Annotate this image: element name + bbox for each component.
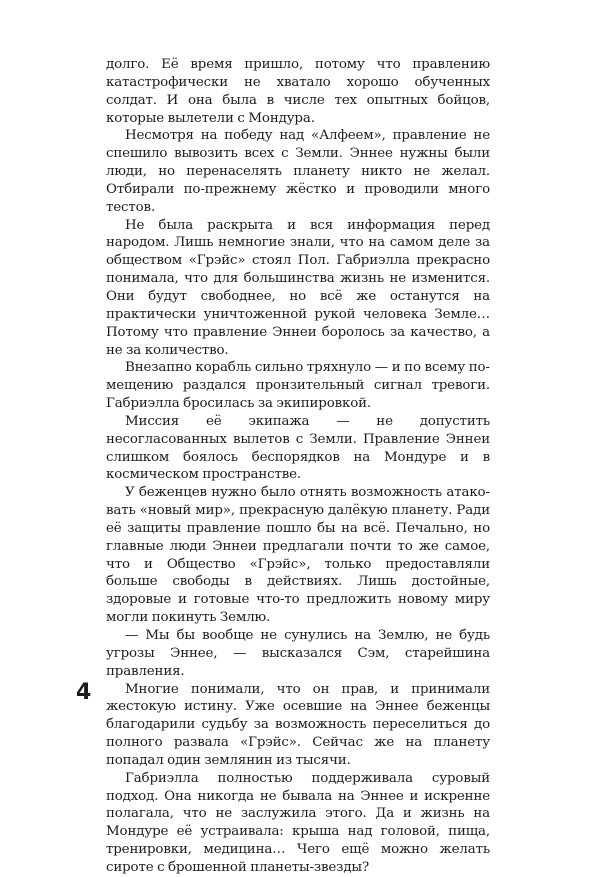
paragraph-5: Миссия её экипажа — не допустить несогласованных вылетов с Земли. Правление Эннеи слишком боялось беспорядков на Мондуре и в космическом пространстве. <box>106 413 490 483</box>
book-page-text <box>106 56 490 877</box>
paragraph-2: Несмотря на победу над «Алфеем», правление не спешило вывозить всех с Земли. Эннее нужны были люди, но перенаселять планету никто не желал. Отбирали по-прежнему жёстко и проводили много тестов. <box>106 128 490 215</box>
paragraph-9: Габриэлла полностью поддерживала суровый подход. Она никогда не бывала на Эннее и искренне полагала, что не заслужила этого. Да и жизнь на Мондуре её устраивала: крыша над головой, пища, тренировки, медицина… Чего ещё можно желать сироте с брошенной планеты-звезды? <box>106 770 490 875</box>
paragraph-3: Не была раскрыта и вся информация перед народом. Лишь немногие знали, что на самом деле за обществом «Грэйс» стоял Пол. Габриэлла прекрасно понимала, что для большинства жизнь не изменится. Они будут свободнее, но всё же останутся на практически уничтоженной рукой человека Земле… Потому что правление Эннеи боролось за качество, а не за количество. <box>106 217 490 358</box>
page-number: 4 <box>76 680 92 705</box>
paragraph-1: долго. Её время пришло, потому что правлению катастрофически не хватало хорошо обученных солдат. И она была в числе тех опытных бойцов, которые вылетели с Мондура. <box>106 57 490 126</box>
paragraph-7: — Мы бы вообще не сунулись на Землю, не будь угрозы Эннее, — высказался Сэм, старейшина правления. <box>106 628 490 679</box>
paragraph-4: Внезапно корабль сильно тряхнуло — и по всему помещению раздался пронзительный сигнал тревоги. Габриэлла бросилась за экипировкой. <box>106 360 490 412</box>
paragraph-6: У беженцев нужно было отнять возможность атаковать «новый мир», прекрасную далёкую планету. Ради её защиты правление пошло бы на всё. Печально, но главные люди Эннеи предлагали почти то же самое, что и Общество «Грэйс», только предоставляли больше свободы в действиях. Лишь достойные, здоровые и готовые что-то предложить новому миру могли покинуть Землю. <box>106 485 490 626</box>
paragraph-8: Многие понимали, что он прав, и принимали жестокую истину. Уже осевшие на Эннее беженцы благодарили судьбу за возможность переселиться до полного развала «Грэйс». Сейчас же на планету попадал один землянин из тысячи. <box>106 681 490 768</box>
